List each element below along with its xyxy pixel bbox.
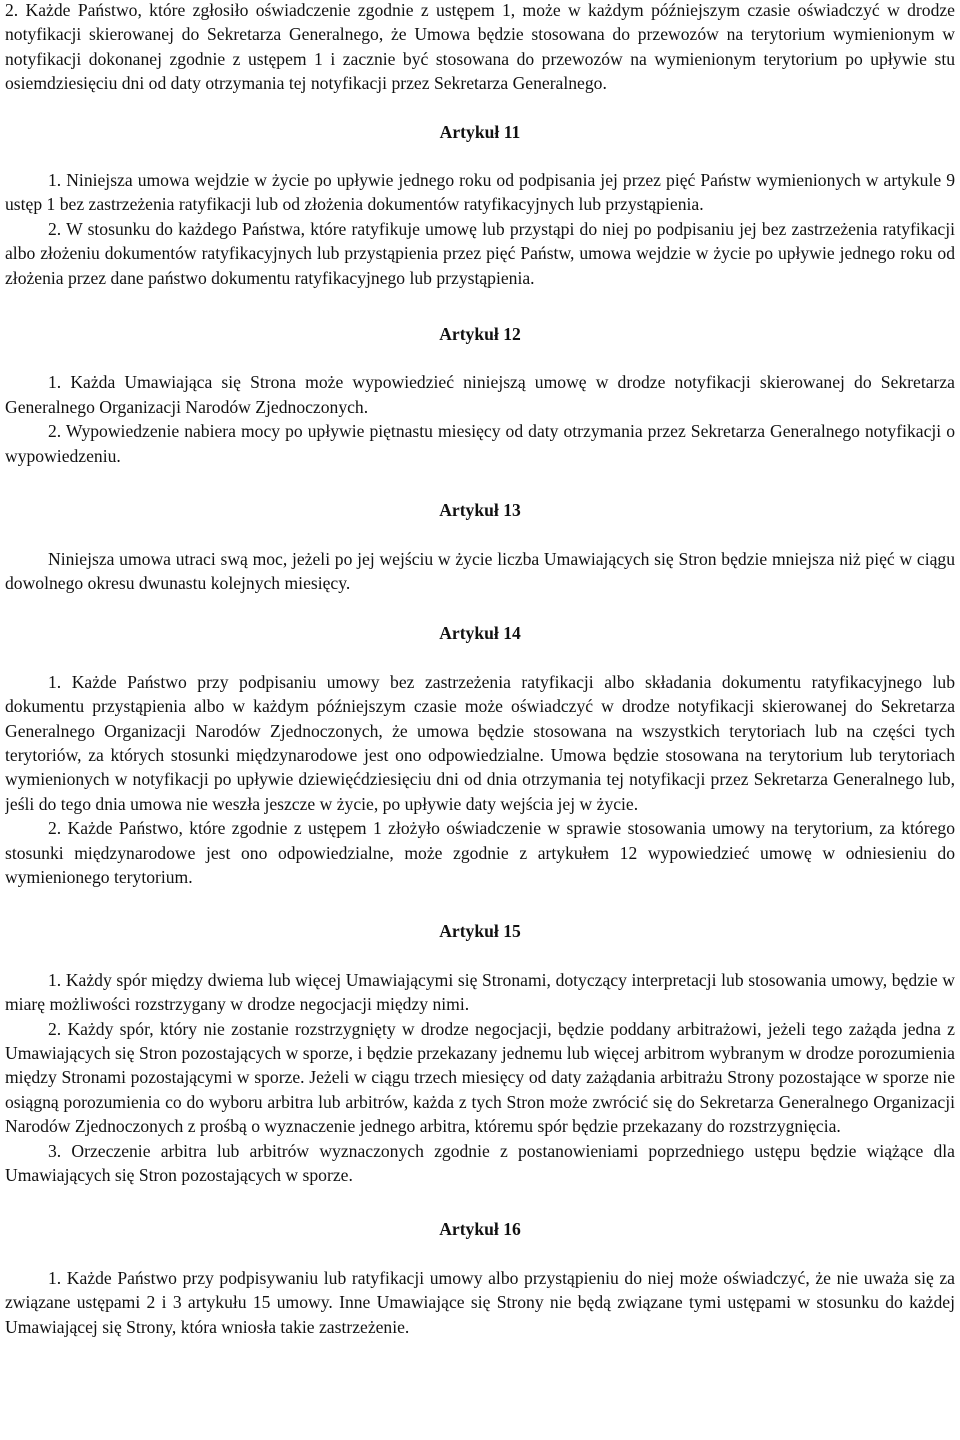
- article-12-paragraph-1: 1. Każda Umawiająca się Strona może wypowiedzieć niniejszą umowę w drodze notyfikacji skierowanej do Sekretarza Generalnego Organizacji Narodów Zjednoczonych.: [5, 372, 955, 417]
- article-12-heading: Artykuł 12: [439, 324, 521, 345]
- article-11-paragraph-1: 1. Niniejsza umowa wejdzie w życie po upływie jednego roku od podpisania jej przez pięć Państw wymienionych w artykule 9 ustęp 1 bez zastrzeżenia ratyfikacji lub od złożenia dokumentów ratyfikacyjnych lub przystąpienia.: [5, 170, 955, 215]
- article-13-heading: Artykuł 13: [439, 500, 521, 521]
- article-11-heading: Artykuł 11: [439, 121, 521, 142]
- article-14-heading: Artykuł 14: [439, 623, 521, 644]
- article-15-heading: Artykuł 15: [439, 921, 521, 942]
- paragraph-intro-2: 2. Każde Państwo, które zgłosiło oświadczenie zgodnie z ustępem 1, może w każdym późniejszym czasie oświadczyć w drodze notyfikacji skierowanej do Sekretarza Generalnego, że Umowa będzie stosowana do przewozów na terytorium wymienionym w notyfikacji dokonanej zgodnie z ustępem 1 i zacznie być stosowana do przewozów na wymienionym terytorium po upływie stu osiemdziesięciu dni od daty otrzymania tej notyfikacji przez Sekretarza Generalnego.: [5, 0, 955, 94]
- article-16-heading: Artykuł 16: [439, 1219, 521, 1240]
- article-11-paragraph-2: 2. W stosunku do każdego Państwa, które ratyfikuje umowę lub przystąpi do niej po podpisaniu jej bez zastrzeżenia ratyfikacji albo złożeniu dokumentów ratyfikacyjnych lub przystąpienia przez pięć Państw, umowa wejdzie w życie po upływie jednego roku od złożenia przez dane państwo dokumentu ratyfikacyjnego lub przystąpienia.: [5, 218, 955, 288]
- article-14-paragraph-1: 1. Każde Państwo przy podpisaniu umowy bez zastrzeżenia ratyfikacji albo składania dokumentu ratyfikacyjnego lub dokumentu przystąpienia albo w każdym późniejszym czasie może oświadczyć w drodze notyfikacji skierowanej do Sekretarza Generalnego Organizacji Narodów Zjednoczonych, że umowa będzie stosowana na wszystkich terytoriach lub na części tych terytoriów, za których stosunki międzynarodowe jest ono odpowiedzialne. Umowa będzie stosowana na terytorium lub terytoriach wymienionych w notyfikacji po upływie dziewięćdziesięciu dni od dnia otrzymania tej notyfikacji przez Sekretarza Generalnego lub, jeśli do tego dnia umowa nie weszła jeszcze w życie, po upływie daty wejścia jej w życie.: [5, 671, 955, 814]
- article-14-paragraph-2: 2. Każde Państwo, które zgodnie z ustępem 1 złożyło oświadczenie w sprawie stosowania umowy na terytorium, za którego stosunki międzynarodowe jest ono odpowiedzialne, może zgodnie z artykułem 12 wypowiedzieć umowę w odniesieniu do wymienionego terytorium.: [5, 818, 955, 887]
- article-12-paragraph-2: 2. Wypowiedzenie nabiera mocy po upływie piętnastu miesięcy od daty otrzymania przez Sekretarza Generalnego notyfikacji o wypowiedzeniu.: [5, 421, 955, 466]
- article-16-paragraph-1: 1. Każde Państwo przy podpisywaniu lub ratyfikacji umowy albo przystąpieniu do niej może oświadczyć, że nie uważa się za związane ustępami 2 i 3 artykułu 15 umowy. Inne Umawiające się Strony nie będą związane tymi ustępami w stosunku do każdej Umawiającej się Strony, która wniosła takie zastrzeżenie.: [5, 1267, 955, 1337]
- article-15-paragraph-2: 2. Każdy spór, który nie zostanie rozstrzygnięty w drodze negocjacji, będzie poddany arbitrażowi, jeżeli tego zażąda jedna z Umawiających się Stron pozostających w sporze, i będzie przekazany jednemu lub więcej arbitrom wybranym w drodze porozumienia między Stronami pozostającymi w sporze. Jeżeli w ciągu trzech miesięcy od daty zażądania arbitrażu Strony pozostające w sporze nie osiągną porozumienia co do wyboru arbitra lub arbitrów, każda z tych Stron może zwrócić się do Sekretarza Generalnego Organizacji Narodów Zjednoczonych z prośbą o wyznaczenie jednego arbitra, któremu spór będzie przekazany do rozstrzygnięcia.: [5, 1018, 955, 1137]
- article-15-paragraph-1: 1. Każdy spór między dwiema lub więcej Umawiającymi się Stronami, dotyczący interpretacji lub stosowania umowy, będzie w miarę możliwości rozstrzygany w drodze negocjacji między nimi.: [5, 969, 955, 1015]
- article-13-paragraph-1: Niniejsza umowa utraci swą moc, jeżeli po jej wejściu w życie liczba Umawiających się Stron będzie mniejsza niż pięć w ciągu dowolnego okresu dwunastu kolejnych miesięcy.: [5, 548, 955, 593]
- article-15-paragraph-3: 3. Orzeczenie arbitra lub arbitrów wyznaczonych zgodnie z postanowieniami poprzedniego ustępu będzie wiążące dla Umawiających się Stron pozostających w sporze.: [5, 1140, 955, 1186]
- document-page: [5, 0, 955, 1440]
